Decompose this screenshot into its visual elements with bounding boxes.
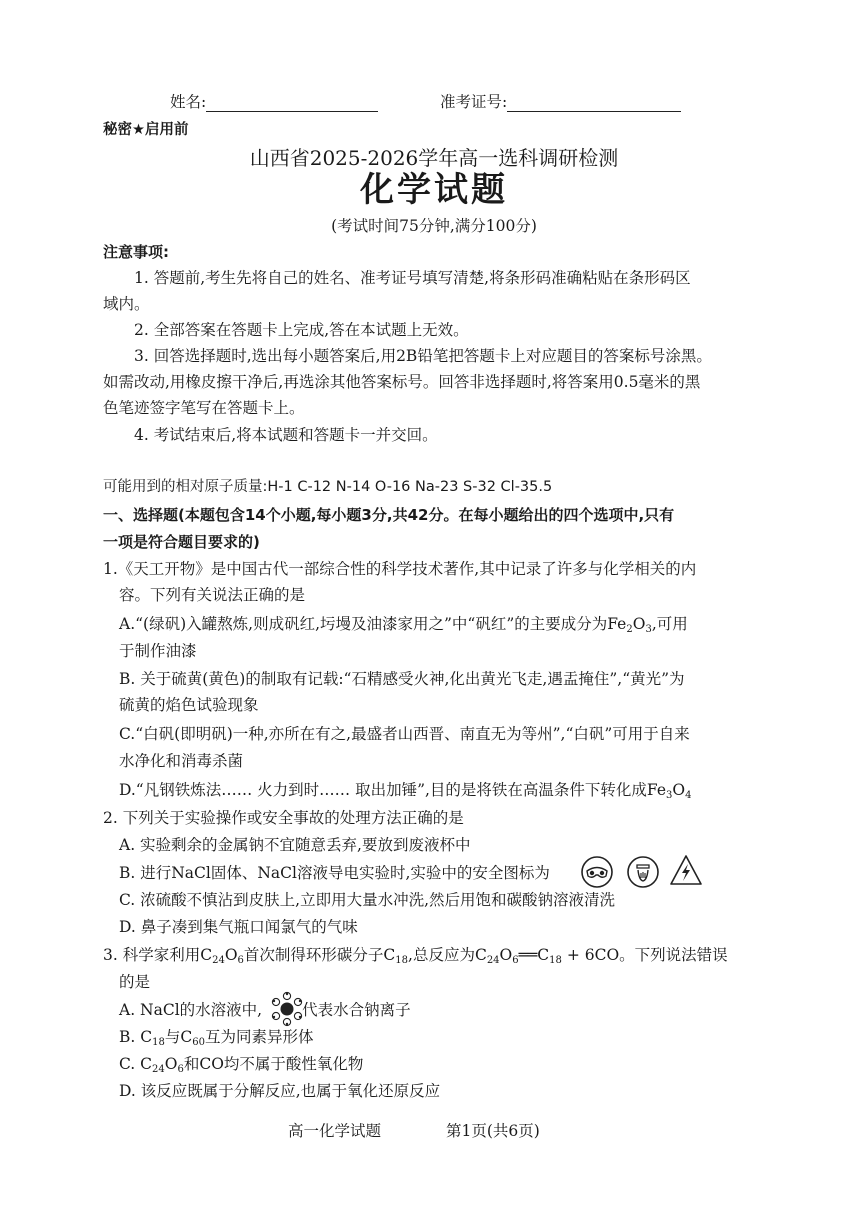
q3-stem — [103, 945, 728, 965]
q3-option-c — [119, 1054, 363, 1074]
goggles-icon — [580, 855, 614, 889]
q3-sub: 18 — [395, 955, 409, 966]
q1-option-c-cont: 水净化和消毒杀菌 — [119, 752, 244, 770]
q1-option-a-cont: 于制作油漆 — [119, 642, 197, 660]
q1-a-mid: O — [632, 615, 646, 633]
q1-d-sub1: 3 — [666, 790, 673, 801]
q1-a-sub2: 3 — [645, 624, 652, 635]
exam-title-line: 山西省2025-2026学年高一选科调研检测 — [249, 146, 619, 170]
q3-o: O — [164, 1055, 178, 1073]
note-4: 4. 考试结束后,将本试题和答题卡一并交回。 — [134, 426, 438, 444]
exam-main-title: 化学试题 — [360, 170, 508, 210]
note-1-cont: 域内。 — [103, 295, 150, 313]
note-2: 2. 全部答案在答题卡上完成,答在本试题上无效。 — [134, 321, 469, 339]
q1-d-text: D.“凡钢铁炼法…… 火力到时…… 取出加锤”,目的是将铁在高温条件下转化成Fe — [119, 781, 667, 799]
q3-b-mid: 与C — [164, 1028, 193, 1046]
q3-b-end: 互为同素异形体 — [204, 1028, 314, 1046]
q3-sub: 24 — [152, 1064, 165, 1075]
q1-option-b-cont: 硫黄的焰色试验现象 — [119, 696, 259, 714]
q3-sub: 60 — [192, 1037, 205, 1048]
q3-sub: 18 — [549, 955, 562, 966]
q3-stem-c: ,总反应为C — [408, 946, 487, 964]
atomic-masses: 可能用到的相对原子质量:H-1 C-12 N-14 O-16 Na-23 S-32 Cl-35.5 — [103, 479, 553, 495]
q1-option-c: C.“白矾(即明矾)一种,亦所在有之,最盛者山西晋、南直无为等州”,“白矾”可用于自来 — [119, 725, 690, 743]
q3-stem-d: + 6CO。下列说法错误 — [561, 946, 728, 964]
notes-heading: 注意事项: — [103, 243, 169, 261]
q3-sub: 6 — [177, 1064, 184, 1075]
q3-stem-b: 首次制得环形碳分子C — [243, 946, 396, 964]
q2-option-d: D. 鼻子凑到集气瓶口闻氯气的气味 — [119, 918, 358, 936]
q1-stem: 1.《天工开物》是中国古代一部综合性的科学技术著作,其中记录了许多与化学相关的内 — [103, 560, 697, 578]
hand-wash-icon — [626, 855, 660, 889]
footer-subject: 高一化学试题 — [288, 1122, 382, 1140]
name-field — [170, 92, 378, 112]
note-1: 1. 答题前,考生先将自己的姓名、准考证号填写清楚,将条形码准确粘贴在条形码区 — [134, 269, 691, 287]
q3-option-b — [119, 1027, 313, 1047]
q3-a-end: 代表水合钠离子 — [302, 1001, 411, 1019]
q1-a-sub1: 2 — [626, 624, 633, 635]
q2-option-c: C. 浓硫酸不慎沾到皮肤上,立即用大量水冲洗,然后用饱和碳酸钠溶液清洗 — [119, 891, 616, 909]
name-blank — [206, 93, 378, 112]
q1-a-text: A.“(绿矾)入罐熬炼,则成矾红,圬墁及油漆家用之”中“矾红”的主要成分为Fe — [119, 615, 627, 633]
q3-stem-cont: 的是 — [119, 973, 151, 991]
q3-o: O — [499, 946, 513, 964]
q3-c-pre: C. C — [119, 1055, 153, 1073]
section1-heading: 一、选择题(本题包含14个小题,每小题3分,共42分。在每小题给出的四个选项中,只有 — [103, 506, 675, 524]
q1-a-end: ,可用 — [651, 615, 688, 633]
q3-option-a — [119, 1000, 411, 1020]
q2-stem: 2. 下列关于实验操作或安全事故的处理方法正确的是 — [103, 809, 464, 827]
note-3: 3. 回答选择题时,选出每小题答案后,用2B铅笔把答题卡上对应题目的答案标号涂黑。 — [134, 347, 712, 365]
secret-tag: 秘密★启用前 — [103, 122, 189, 138]
q3-stem-a: 3. 科学家利用C — [103, 946, 213, 964]
q1-stem-cont: 容。下列有关说法正确的是 — [119, 586, 306, 604]
q3-sub: 6 — [237, 955, 244, 966]
ticket-label: 准考证号: — [440, 93, 508, 111]
q3-a-text: A. NaCl的水溶液中, — [119, 1001, 263, 1019]
q3-sub: 6 — [512, 955, 519, 966]
q1-d-mid: O — [672, 781, 686, 799]
electric-hazard-icon — [668, 853, 704, 889]
q1-option-d — [119, 780, 691, 800]
q3-sub: 18 — [152, 1037, 165, 1048]
q3-b-pre: B. C — [119, 1028, 153, 1046]
note-3-cont2: 色笔迹签字笔写在答题卡上。 — [103, 399, 305, 417]
q2-option-b: B. 进行NaCl固体、NaCl溶液导电实验时,实验中的安全图标为 — [119, 864, 550, 882]
footer-page: 第1页(共6页) — [446, 1122, 540, 1140]
q1-option-a — [119, 614, 688, 634]
q3-c-end: 和CO均不属于酸性氧化物 — [183, 1055, 364, 1073]
q3-o: O — [224, 946, 238, 964]
hydrated-sodium-ion-icon — [268, 990, 306, 1028]
section1-heading-cont: 一项是符合题目要求的) — [103, 533, 260, 551]
q1-d-sub2: 4 — [685, 790, 692, 801]
q1-option-b: B. 关于硫黄(黄色)的制取有记载:“石精感受火神,化出黄光飞走,遇盂掩住”,“黄光”为 — [119, 670, 685, 688]
q3-option-d: D. 该反应既属于分解反应,也属于氧化还原反应 — [119, 1082, 441, 1100]
q3-sub: 24 — [486, 955, 500, 966]
exam-info: (考试时间75分钟,满分100分) — [331, 217, 537, 235]
ticket-field — [440, 92, 681, 112]
name-label: 姓名: — [170, 93, 207, 111]
ticket-blank — [507, 93, 681, 112]
q2-option-a: A. 实验剩余的金属钠不宜随意丢弃,要放到废液杯中 — [119, 836, 471, 854]
note-3-cont: 如需改动,用橡皮擦干净后,再选涂其他答案标号。回答非选择题时,将答案用0.5毫米的黑 — [103, 373, 701, 391]
q3-sub: 24 — [212, 955, 225, 966]
q3-eq: ══C — [518, 946, 550, 964]
